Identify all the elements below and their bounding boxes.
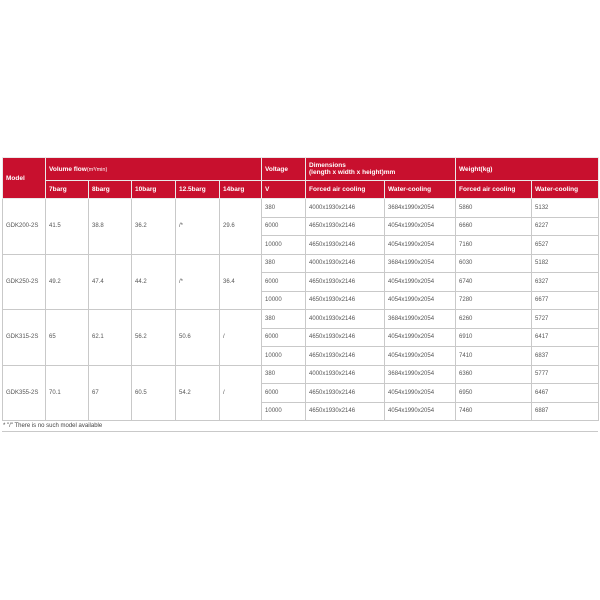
- footnote: * "/" There is no such model available: [2, 423, 598, 432]
- dim-air-cell: 4000x1930x2146: [306, 310, 385, 329]
- weight-water-cell: 5132: [532, 199, 599, 218]
- flow-cell: 62.1: [89, 310, 132, 366]
- flow-cell: 56.2: [132, 310, 176, 366]
- weight-air-cell: 7410: [456, 347, 532, 366]
- weight-water-cell: 6527: [532, 236, 599, 255]
- voltage-cell: 380: [262, 365, 306, 384]
- dim-air-cell: 4650x1930x2146: [306, 328, 385, 347]
- dim-water-cell: 4054x1990x2054: [385, 291, 456, 310]
- flow-cell: 49.2: [46, 254, 89, 310]
- weight-water-cell: 6887: [532, 402, 599, 421]
- dim-water-cell: 4054x1990x2054: [385, 328, 456, 347]
- dim-air-cell: 4650x1930x2146: [306, 347, 385, 366]
- weight-water-cooling-header: Water-cooling: [532, 181, 599, 199]
- flow-cell: 29.6: [220, 199, 262, 255]
- model-cell: GDK355-2S: [3, 365, 46, 421]
- dim-water-cooling-header: Water-cooling: [385, 181, 456, 199]
- weight-water-cell: 6417: [532, 328, 599, 347]
- flow-cell: 36.4: [220, 254, 262, 310]
- dim-air-cell: 4000x1930x2146: [306, 199, 385, 218]
- dim-air-cell: 4000x1930x2146: [306, 365, 385, 384]
- weight-air-cell: 6660: [456, 217, 532, 236]
- dim-water-cell: 4054x1990x2054: [385, 384, 456, 403]
- dim-forced-air-header: Forced air cooling: [306, 181, 385, 199]
- dimensions-header: [306, 158, 456, 181]
- weight-air-cell: 5860: [456, 199, 532, 218]
- flow-cell: /*: [176, 254, 220, 310]
- weight-air-cell: 6260: [456, 310, 532, 329]
- dim-air-cell: 4650x1930x2146: [306, 273, 385, 292]
- weight-water-cell: 5182: [532, 254, 599, 273]
- weight-air-cell: 7160: [456, 236, 532, 255]
- flow-cell: 47.4: [89, 254, 132, 310]
- weight-air-cell: 6740: [456, 273, 532, 292]
- dim-water-cell: 3684x1990x2054: [385, 199, 456, 218]
- dim-water-cell: 3684x1990x2054: [385, 254, 456, 273]
- flow-cell: /*: [176, 199, 220, 255]
- dim-water-cell: 4054x1990x2054: [385, 217, 456, 236]
- weight-water-cell: 6227: [532, 217, 599, 236]
- voltage-cell: 10000: [262, 402, 306, 421]
- dim-water-cell: 4054x1990x2054: [385, 236, 456, 255]
- pressure-header: 14barg: [220, 181, 262, 199]
- dim-water-cell: 4054x1990x2054: [385, 347, 456, 366]
- table-row: [3, 254, 599, 273]
- voltage-cell: 380: [262, 254, 306, 273]
- header-row-sub: [3, 181, 599, 199]
- voltage-cell: 380: [262, 310, 306, 329]
- flow-cell: /: [220, 310, 262, 366]
- flow-cell: 50.6: [176, 310, 220, 366]
- pressure-header: 7barg: [46, 181, 89, 199]
- model-cell: GDK315-2S: [3, 310, 46, 366]
- pressure-header: 10barg: [132, 181, 176, 199]
- voltage-cell: 10000: [262, 236, 306, 255]
- dim-water-cell: 4054x1990x2054: [385, 402, 456, 421]
- dim-air-cell: 4650x1930x2146: [306, 384, 385, 403]
- spec-table: [2, 157, 599, 421]
- flow-cell: 70.1: [46, 365, 89, 421]
- dim-air-cell: 4650x1930x2146: [306, 291, 385, 310]
- flow-cell: 67: [89, 365, 132, 421]
- flow-cell: 65: [46, 310, 89, 366]
- weight-air-cell: 7460: [456, 402, 532, 421]
- volume-flow-label: Volume flow: [49, 165, 87, 173]
- weight-air-cell: 6950: [456, 384, 532, 403]
- table-row: [3, 310, 599, 329]
- pressure-header: 8barg: [89, 181, 132, 199]
- pressure-header: 12.5barg: [176, 181, 220, 199]
- flow-cell: 54.2: [176, 365, 220, 421]
- dimensions-label: Dimensions: [309, 162, 346, 169]
- dim-water-cell: 4054x1990x2054: [385, 273, 456, 292]
- dim-water-cell: 3684x1990x2054: [385, 310, 456, 329]
- voltage-cell: 6000: [262, 328, 306, 347]
- flow-cell: 44.2: [132, 254, 176, 310]
- model-header: Model: [3, 158, 46, 199]
- weight-water-cell: 6467: [532, 384, 599, 403]
- weight-air-cell: 6030: [456, 254, 532, 273]
- header-row-top: [3, 158, 599, 181]
- voltage-cell: 6000: [262, 217, 306, 236]
- flow-cell: 36.2: [132, 199, 176, 255]
- spec-table-body: [3, 199, 599, 421]
- weight-forced-air-header: Forced air cooling: [456, 181, 532, 199]
- weight-water-cell: 6837: [532, 347, 599, 366]
- volume-flow-header: [46, 158, 262, 181]
- flow-cell: /: [220, 365, 262, 421]
- weight-air-cell: 6910: [456, 328, 532, 347]
- dimensions-sub: (length x width x height)mm: [309, 169, 396, 176]
- voltage-cell: 10000: [262, 347, 306, 366]
- table-row: [3, 199, 599, 218]
- voltage-header: Voltage: [262, 158, 306, 181]
- spec-table-container: [2, 157, 598, 432]
- weight-water-cell: 5727: [532, 310, 599, 329]
- weight-air-cell: 6360: [456, 365, 532, 384]
- voltage-cell: 380: [262, 199, 306, 218]
- weight-water-cell: 6677: [532, 291, 599, 310]
- dim-water-cell: 3684x1990x2054: [385, 365, 456, 384]
- dim-air-cell: 4650x1930x2146: [306, 236, 385, 255]
- volume-flow-unit: (m³/min): [86, 166, 108, 173]
- weight-water-cell: 5777: [532, 365, 599, 384]
- dim-air-cell: 4000x1930x2146: [306, 254, 385, 273]
- dim-air-cell: 4650x1930x2146: [306, 402, 385, 421]
- model-cell: GDK250-2S: [3, 254, 46, 310]
- weight-header: Weight(kg): [456, 158, 599, 181]
- dim-air-cell: 4650x1930x2146: [306, 217, 385, 236]
- table-row: [3, 365, 599, 384]
- flow-cell: 38.8: [89, 199, 132, 255]
- weight-water-cell: 6327: [532, 273, 599, 292]
- voltage-cell: 10000: [262, 291, 306, 310]
- model-cell: GDK200-2S: [3, 199, 46, 255]
- voltage-cell: 6000: [262, 384, 306, 403]
- voltage-cell: 6000: [262, 273, 306, 292]
- voltage-unit-header: V: [262, 181, 306, 199]
- flow-cell: 60.5: [132, 365, 176, 421]
- flow-cell: 41.5: [46, 199, 89, 255]
- weight-air-cell: 7280: [456, 291, 532, 310]
